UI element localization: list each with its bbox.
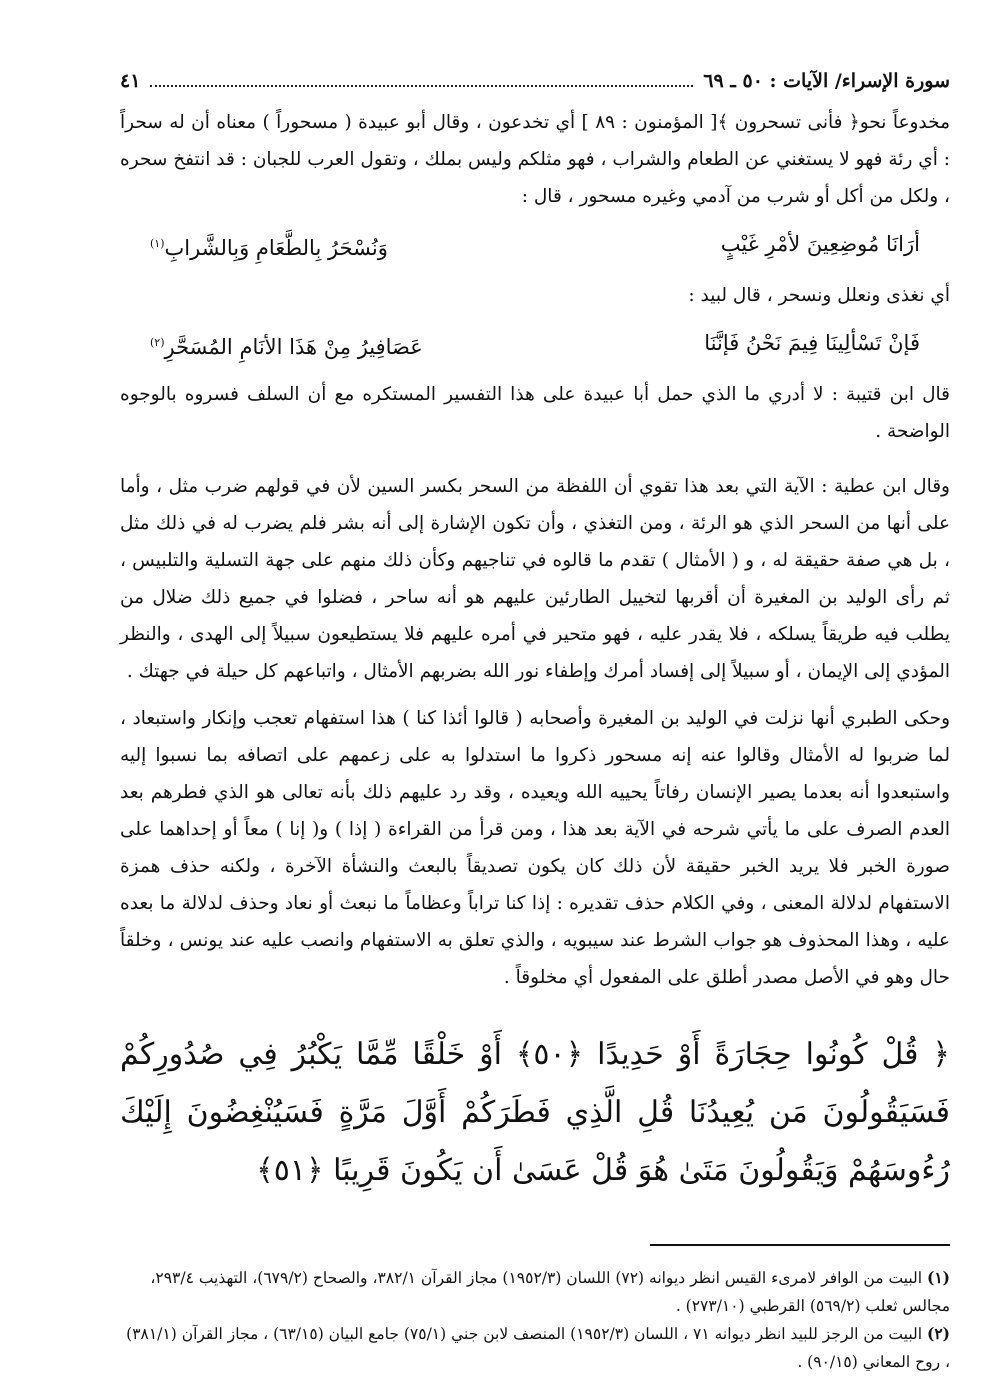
paragraph-tabari: وحكى الطبري أنها نزلت في الوليد بن المغيرة وأصحابه ( قالوا أئذا كنا ) هذا استفهام تعجب وإنكار واستبعاد ، لما ضربوا له الأمثال وقالوا عنه إنه مسحور ذكروا ما استدلوا به على زعمهم على اتصافه بما نسبوا إليه واستبعدوا أنه بعدما يصير الإنسان رفاتاً يحييه الله ويعيده ، وقد رد عليهم ذلك بأنه تعالى هو الذي فطرهم بعد العدم الصرف على ما يأتي شرحه في الآية بعد هذا ، ومن قرأ من القراءة ( إذا ) و( إنا ) معاً أو إحداهما على صورة الخبر فلا يريد الخبر حقيقة لأن ذلك كان يكون تصديقاً بالبعث والنشأة الآخرة ، ولكنه حذف همزة الاستفهام لدلالة المعنى ، وفي الكلام حذف تقديره : إذا كنا تراباً وعظاماً ما نبعث أو نعاد وحذف لدلالة ما بعده عليه ، وهذا المحذوف هو جواب الشرط عند سيبويه ، والذي تعلق به الاستفهام وانصب عليه عند يونس ، وخلقاً حال وهو في الأصل مصدر أطلق على المفعول أي مخلوقاً .: [120, 708, 950, 988]
page-number: ٤١: [120, 70, 141, 92]
page: [120, 70, 950, 1376]
verse-2-first-hemistich: فَإنْ تَسْألِينَا فِيمَ نَحْنُ فَإنَّنَا: [704, 331, 920, 355]
footnote-1-marker: (١): [926, 1268, 950, 1287]
poetry-verse-2: [120, 314, 950, 376]
paragraph-labid-intro: أي نغذى ونعلل ونسحر ، قال لبيد :: [688, 285, 950, 306]
paragraph-ibn-atiyya: وقال ابن عطية : الآية التي بعد هذا تقوي أن اللفظة من السحر بكسر السين لأن في قولهم ضرب مثل ، وأما على أنها من السحر الذي هو الرئة ، ومن التغذي ، وأن تكون الإشارة إلى أنه بشر فلم يضرب له في ذلك مثل ، بل هي صفة حقيقة له ، و ( الأمثال ) تقدم ما قالوه في تناجيهم وكأن ذلك منهم على جهة التسلية والتلبيس ، ثم رأى الوليد بن المغيرة أن أقربها لتخييل الطارئين عليهم هو أنه ساحر ، فضلوا في جميع ذلك ضلال من يطلب فيه طريقاً يسلكه ، فلا يقدر عليه ، فهو متحير في أمره عليهم فلا يستطيعون سبيلاً إلى الهدى ، والنظر المؤدي إلى الإيمان ، أو سبيلاً إلى إفساد أمرك وإطفاء نور الله بضربهم الأمثال ، واتباعهم كل حيلة في جهتك .: [120, 476, 950, 682]
poetry-verse-1: [120, 215, 950, 277]
footnote-ref-2: (٢): [150, 336, 165, 349]
footnote-2-text: البيت من الرجز للبيد انظر ديوانه ٧١ ، اللسان (١٩٥٢/٣) المنصف لابن جني (٧٥/١) جامع البيان (٦٣/١٥) ، مجاز القرآن (٣٨١/١) ، روح المعاني (٩٠/١٥) .: [126, 1325, 950, 1371]
footnote-ref-1: (١): [150, 237, 165, 250]
paragraph-ibn-qutayba: قال ابن قتيبة : لا أدري ما الذي حمل أبا عبيدة على هذا التفسير المستكره مع أن السلف فسروه بالوجوه الواضحة .: [120, 384, 950, 442]
quran-verses: ﴿ قُلْ كُونُوا حِجَارَةً أَوْ حَدِيدًا ﴿٥٠﴾ أَوْ خَلْقًا مِّمَّا يَكْبُرُ فِي صُدُورِكُمْ فَسَيَقُولُونَ مَن يُعِيدُنَا قُلِ الَّذِي فَطَرَكُمْ أَوَّلَ مَرَّةٍ فَسَيُنْغِضُونَ إِلَيْكَ رُءُوسَهُمْ وَيَقُولُونَ مَتَىٰ هُوَ قُلْ عَسَىٰ أَن يَكُونَ قَرِيبًا ﴿٥١﴾: [120, 1037, 950, 1188]
header-title: سورة الإسراء/ الآيات : ٥٠ ـ ٦٩: [703, 70, 950, 92]
footnote-1-text: البيت من الوافر لامرىء القيس انظر ديوانه (٧٢) اللسان (١٩٥٢/٣) مجاز القرآن ٣٨٢/١، والصحاح (٦٧٩/٢)، التهذيب ٢٩٣/٤، مجالس ثعلب (٥٦٩/٢) القرطبي (٢٧٣/١٠) .: [150, 1269, 950, 1315]
verse-1-first-hemistich: أرَانَا مُوضِعِينَ لأمْرِ غَيْبٍ: [720, 232, 920, 256]
verse-2-second-hemistich: عَصَافِيرُ مِنْ هَذَا الأنَامِ المُسَحَّرِ$^{(٢)}$: [150, 335, 423, 359]
footnote-separator: [650, 1244, 950, 1246]
header-dots: [150, 85, 693, 87]
running-header: [120, 70, 950, 104]
verse-1-second-hemistich: وَنُسْحَرُ بِالطَّعَامِ وَبِالشَّرابِ$^{(١)}$: [150, 236, 388, 260]
footnote-2: [120, 1320, 950, 1376]
paragraph-intro: مخدوعاً نحو﴿ فأنى تسحرون ﴾[ المؤمنون : ٨٩ ] أي تخدعون ، وقال أبو عبيدة ( مسحوراً ) معناه أن له سحراً : أي رئة فهو لا يستغني عن الطعام والشراب ، فهو مثلكم وليس بملك ، وتقول العرب للجبان : قد انتفخ سحره ، ولكل من أكل أو شرب من آدمي وغيره مسحور ، قال :: [120, 112, 950, 207]
footnote-1: [120, 1264, 950, 1320]
footnote-2-marker: (٢): [926, 1324, 950, 1343]
